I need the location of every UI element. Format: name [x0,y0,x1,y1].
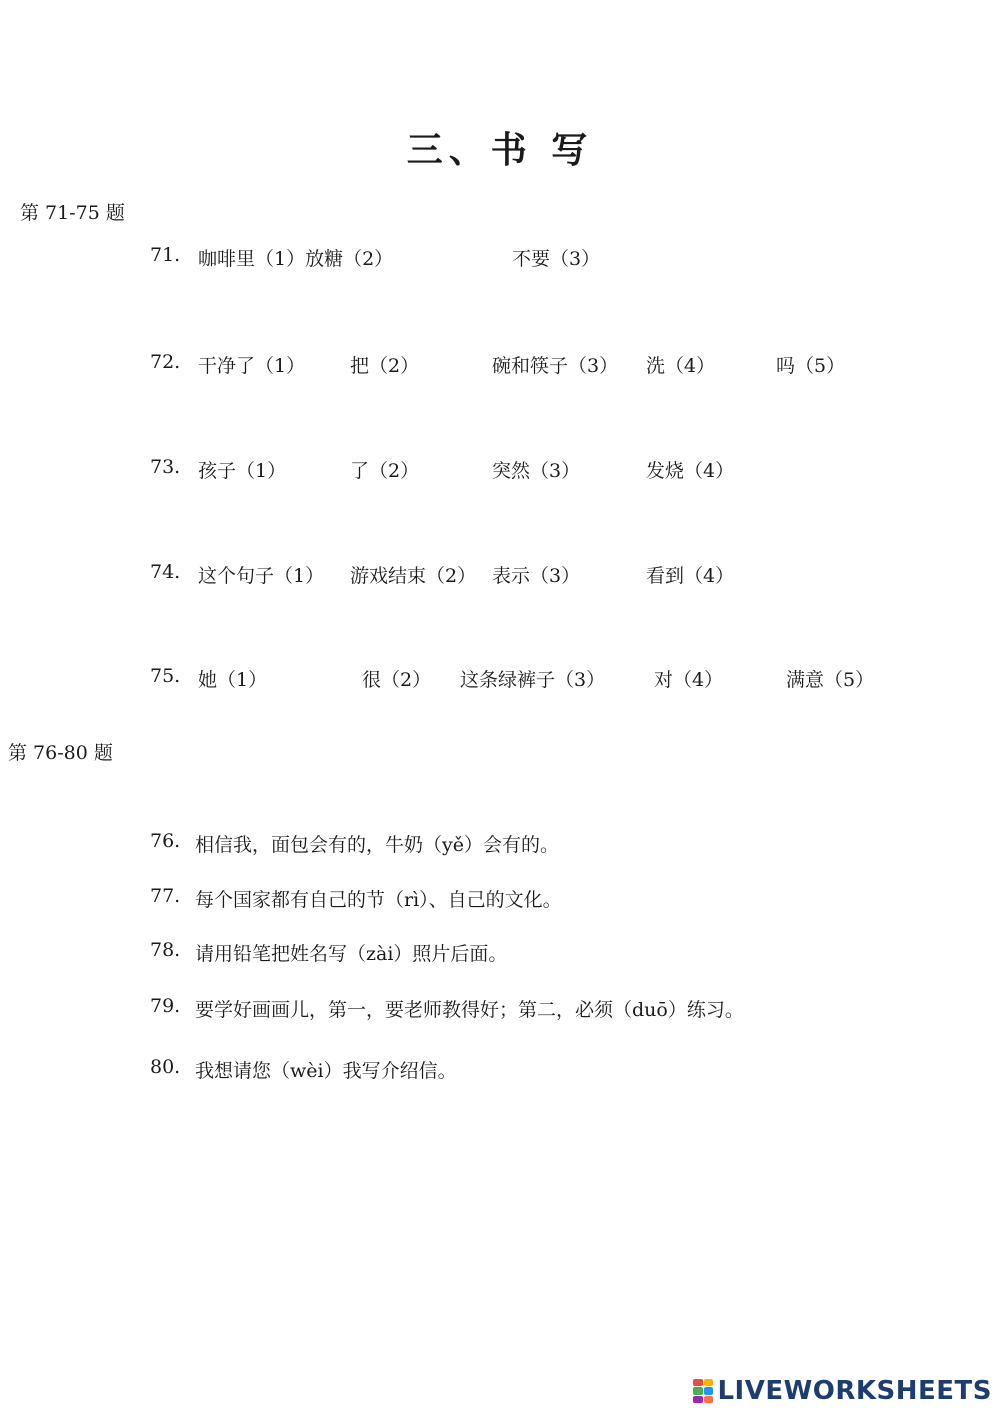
question-number-75: 75. [150,665,181,687]
section-label-71-75: 第 71-75 题 [20,202,125,224]
word-75-2: 很（2） [362,669,432,691]
word-75-4: 对（4） [654,669,724,691]
word-71-1: 咖啡里（1）放糖（2） [198,248,394,270]
word-73-3: 突然（3） [492,460,581,482]
sentence-77: 每个国家都有自己的节（rì）、自己的文化。 [195,889,562,911]
sentence-79: 要学好画画儿，第一，要老师教得好；第二，必须（duō）练习。 [195,999,744,1021]
word-74-4: 看到（4） [646,565,735,587]
section-label-76-80: 第 76-80 题 [8,742,113,764]
word-74-2: 游戏结束（2） [350,565,477,587]
word-74-1: 这个句子（1） [198,565,325,587]
word-72-3: 碗和筷子（3） [492,355,619,377]
question-number-76: 76. [150,830,181,852]
word-73-4: 发烧（4） [646,460,735,482]
word-75-5: 满意（5） [786,669,875,691]
sentence-78: 请用铅笔把姓名写（zài）照片后面。 [195,943,508,965]
question-number-79: 79. [150,995,181,1017]
word-75-3: 这条绿裤子（3） [460,669,606,691]
logo-blocks-icon [693,1379,713,1403]
word-73-1: 孩子（1） [198,460,287,482]
question-number-72: 72. [150,351,181,373]
word-72-5: 吗（5） [776,355,846,377]
question-number-71: 71. [150,244,181,266]
word-72-2: 把（2） [350,355,420,377]
word-72-1: 干净了（1） [198,355,306,377]
word-72-4: 洗（4） [646,355,716,377]
question-number-73: 73. [150,456,181,478]
question-number-74: 74. [150,561,181,583]
sentence-80: 我想请您（wèi）我写介绍信。 [195,1060,457,1082]
word-73-2: 了（2） [350,460,420,482]
word-74-3: 表示（3） [492,565,581,587]
question-number-78: 78. [150,939,181,961]
sentence-76: 相信我，面包会有的，牛奶（yě）会有的。 [195,834,559,856]
page-title: 三、书 写 [406,129,594,171]
liveworksheets-logo[interactable] [693,1373,992,1409]
word-71-2: 不要（3） [512,248,601,270]
question-number-77: 77. [150,885,181,907]
word-75-1: 她（1） [198,669,268,691]
logo-text: LIVEWORKSHEETS [717,1376,992,1406]
question-number-80: 80. [150,1056,181,1078]
